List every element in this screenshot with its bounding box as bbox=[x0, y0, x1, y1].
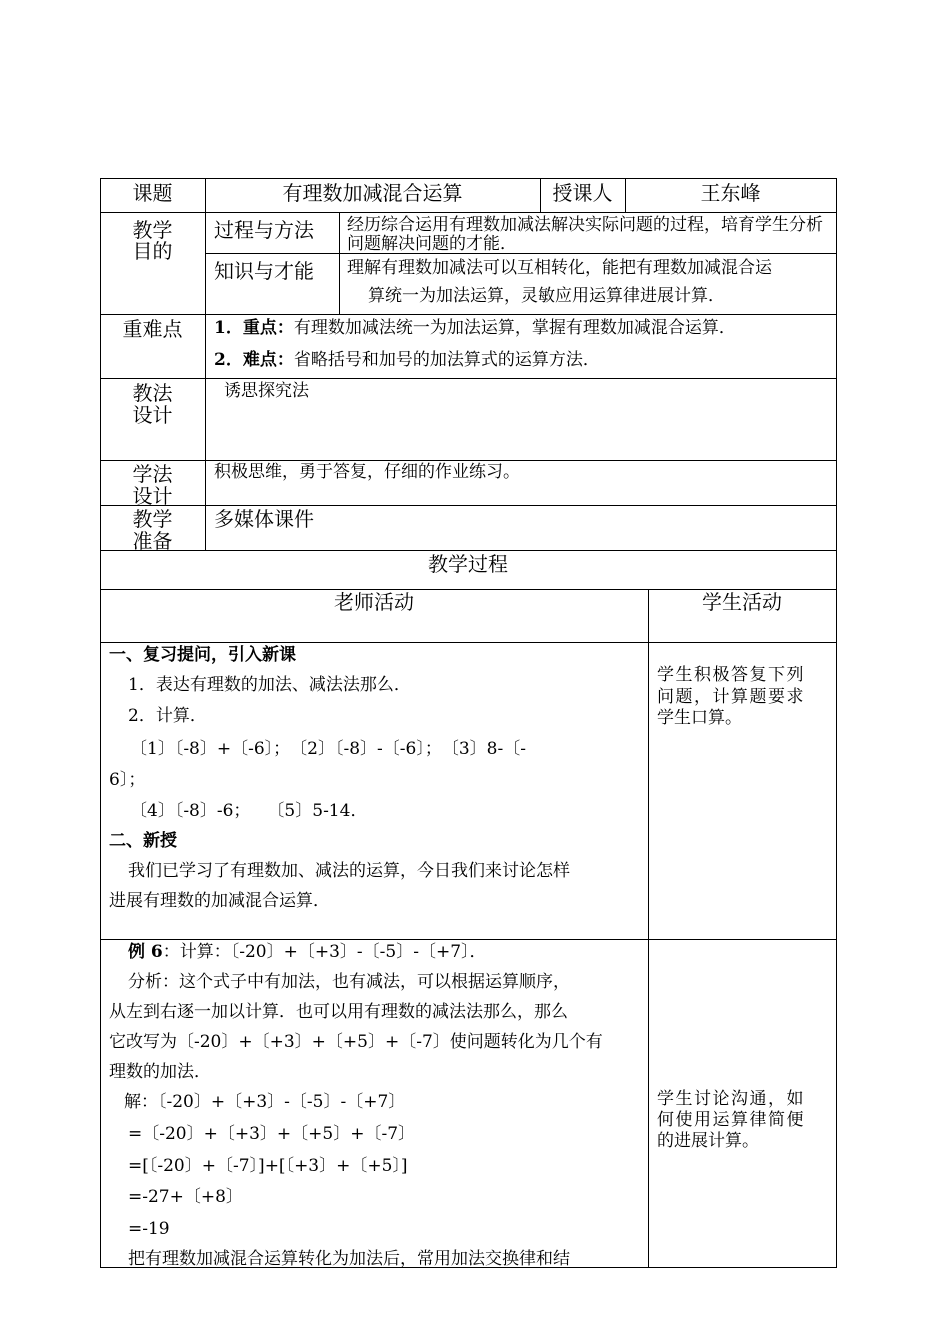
review-question-1: 1．表达有理数的加法、减法法那么． bbox=[128, 675, 411, 695]
review-question-2: 2．计算． bbox=[128, 706, 207, 726]
subject-label: 课题 bbox=[132, 181, 173, 205]
row-divider bbox=[100, 314, 837, 315]
section2-heading: 二、新授 bbox=[109, 831, 177, 851]
example-6-label: 例 6 bbox=[128, 942, 163, 962]
student-activity-1-line1: 学生积极答复下列 bbox=[657, 665, 805, 685]
objectives-label-line2: 目的 bbox=[132, 239, 173, 263]
row-divider bbox=[100, 460, 837, 461]
closing-line: 把有理数加减混合运算转化为加法后，常用加法交换律和结 bbox=[128, 1249, 570, 1269]
difficult-point-prefix: 2．难点： bbox=[214, 350, 294, 370]
analysis-line4: 理数的加法． bbox=[109, 1062, 211, 1082]
process-method-label: 过程与方法 bbox=[214, 218, 314, 242]
new-lesson-intro-line1: 我们已学习了有理数加、减法的运算，今日我们来讨论怎样 bbox=[128, 861, 570, 881]
teacher-label: 授课人 bbox=[552, 181, 613, 205]
example-6-text: ：计算：〔-20〕+〔+3〕-〔-5〕-〔+7〕． bbox=[162, 942, 487, 962]
teacher-value: 王东峰 bbox=[700, 181, 761, 205]
row-divider bbox=[100, 550, 837, 551]
row-divider bbox=[100, 642, 837, 643]
solution-line1: 解：〔-20〕+〔+3〕-〔-5〕-〔+7〕 bbox=[124, 1092, 406, 1112]
solution-line2: =〔-20〕+〔+3〕+〔+5〕+〔-7〕 bbox=[128, 1124, 416, 1144]
student-activity-2-line1: 学生讨论沟通，如 bbox=[657, 1089, 805, 1109]
new-lesson-intro-line2: 进展有理数的加减混合运算． bbox=[109, 891, 330, 911]
difficult-point-text: 省略括号和加号的加法算式的运算方法． bbox=[293, 350, 600, 370]
method-label-line1: 教法 bbox=[132, 381, 173, 405]
teacher-activity-header: 老师活动 bbox=[334, 590, 414, 614]
prep-label-line2: 准备 bbox=[132, 529, 173, 553]
knowledge-ability-label: 知识与才能 bbox=[214, 259, 314, 283]
study-label-line1: 学法 bbox=[132, 462, 173, 486]
study-value: 积极思维，勇于答复，仔细的作业练习。 bbox=[214, 462, 520, 482]
example-6 bbox=[128, 942, 487, 962]
student-activity-header: 学生活动 bbox=[702, 590, 782, 614]
calc-line-1: 〔1〕〔-8〕+〔-6〕； 〔2〕〔-8〕-〔-6〕； 〔3〕8-〔- bbox=[130, 739, 526, 759]
calc-line-3: 〔4〕〔-8〕-6； 〔5〕5-14． bbox=[130, 801, 368, 821]
prep-value: 多媒体课件 bbox=[214, 507, 314, 531]
student-activity-1-line2: 问题，计算题要求 bbox=[657, 687, 805, 707]
difficult-point bbox=[214, 350, 600, 370]
process-title: 教学过程 bbox=[428, 552, 508, 576]
key-point bbox=[214, 318, 736, 338]
method-value: 诱思探究法 bbox=[224, 381, 309, 401]
method-label-line2: 设计 bbox=[132, 403, 173, 427]
row-divider bbox=[100, 378, 837, 379]
table-border-left bbox=[100, 178, 101, 1268]
solution-line4: =-27+〔+8〕 bbox=[128, 1187, 243, 1207]
solution-line5: =-19 bbox=[128, 1219, 170, 1239]
student-activity-1-line3: 学生口算。 bbox=[657, 708, 742, 728]
solution-line3: =[〔-20〕+〔-7〕]+[〔+3〕+〔+5〕] bbox=[128, 1156, 408, 1176]
analysis-line3: 它改写为〔-20〕+〔+3〕+〔+5〕+〔-7〕使问题转化为几个有 bbox=[109, 1032, 603, 1052]
process-method-text: 经历综合运用有理数加减法解决实际问题的过程，培育学生分析问题解决问题的才能． bbox=[347, 215, 823, 254]
study-label-line2: 设计 bbox=[132, 484, 173, 508]
section1-heading: 一、复习提问，引入新课 bbox=[109, 645, 296, 665]
key-point-text: 有理数加减法统一为加法运算，掌握有理数加减混合运算． bbox=[293, 318, 736, 338]
col-divider bbox=[339, 212, 340, 314]
student-activity-2-line3: 的进展计算。 bbox=[657, 1131, 759, 1151]
col-divider bbox=[648, 589, 649, 1267]
analysis-line2: 从左到右逐一加以计算．也可以用有理数的减法法那么，那么 bbox=[109, 1002, 568, 1022]
calc-line-2: 6〕； bbox=[109, 770, 146, 790]
table-border-right bbox=[836, 178, 837, 1268]
knowledge-ability-text-line2: 算统一为加法运算，灵敏应用运算律进展计算． bbox=[368, 286, 725, 306]
knowledge-ability-text-line1: 理解有理数加减法可以互相转化，能把有理数加减混合运 bbox=[347, 258, 772, 278]
row-divider bbox=[100, 939, 837, 940]
prep-label-line1: 教学 bbox=[132, 507, 173, 531]
table-border-top bbox=[100, 178, 837, 179]
analysis-line1: 分析：这个式子中有加法，也有减法，可以根据运算顺序， bbox=[128, 972, 570, 992]
row-divider bbox=[100, 212, 837, 213]
col-divider bbox=[205, 178, 206, 550]
difficulties-label: 重难点 bbox=[122, 317, 183, 341]
student-activity-2-line2: 何使用运算律简便 bbox=[657, 1110, 805, 1130]
key-point-prefix: 1．重点： bbox=[214, 318, 294, 338]
objectives-label-line1: 教学 bbox=[132, 218, 173, 242]
subject-value: 有理数加减混合运算 bbox=[282, 181, 463, 205]
row-divider bbox=[100, 505, 837, 506]
